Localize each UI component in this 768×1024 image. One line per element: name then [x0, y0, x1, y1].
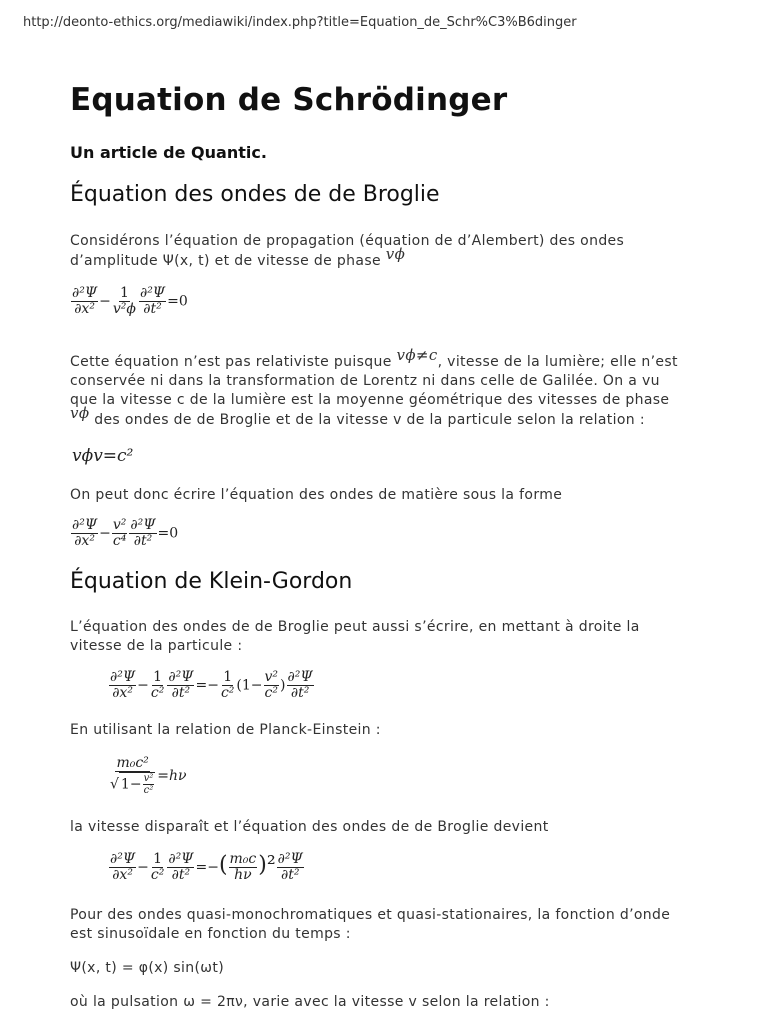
- numerator: ∂²Ψ: [72, 517, 98, 533]
- text-line: vitesse de la particule :: [70, 638, 243, 654]
- numerator: ∂²Ψ: [168, 669, 194, 685]
- paragraph-vitesse: [70, 618, 700, 656]
- paragraph-alembert: [70, 232, 700, 271]
- fraction: [150, 670, 165, 701]
- text-line: On peut donc écrire l’équation des ondes de matière sous la forme: [70, 487, 563, 503]
- operator: −: [99, 293, 111, 310]
- math-vphi: vϕ: [385, 245, 406, 263]
- text-line: L’équation des ondes de de Broglie peut aussi s’écrire, en mettant à droite la: [70, 619, 640, 635]
- denominator: ∂t²: [281, 867, 300, 883]
- text-line: Considérons l’équation de propagation (équation de d’Alembert) des ondes: [70, 233, 625, 249]
- numerator: ∂²Ψ: [72, 285, 98, 301]
- text-line: [70, 245, 700, 271]
- fraction: [229, 852, 258, 883]
- denominator: c²: [143, 785, 154, 796]
- denominator: ∂t²: [133, 533, 153, 549]
- math-vphi: vϕ: [70, 404, 90, 422]
- fraction: [112, 286, 137, 317]
- fraction: [71, 518, 98, 549]
- text-fragment: , vitesse de la lumière; elle n’est: [437, 354, 678, 370]
- denominator: c²: [220, 685, 235, 701]
- denominator: c²: [264, 685, 278, 701]
- denominator: ∂x²: [112, 685, 133, 701]
- sqrt-body: [119, 772, 155, 796]
- numerator: ∂²Ψ: [110, 851, 136, 867]
- numerator: ∂²Ψ: [277, 851, 303, 867]
- section-heading-de-broglie: Équation des ondes de de Broglie: [70, 182, 440, 207]
- operator: =−: [195, 859, 219, 876]
- fraction: [264, 670, 280, 701]
- equation-matiere: [70, 518, 178, 549]
- equals-hnu: =hν: [157, 768, 187, 784]
- denominator: ∂x²: [74, 301, 95, 317]
- operator: (1−: [236, 677, 263, 694]
- page-url: http://deonto-ethics.org/mediawiki/index.php?title=Equation_de_Schr%C3%B6dinger: [23, 15, 577, 30]
- numerator: ∂²Ψ: [130, 517, 156, 533]
- denominator: ∂x²: [74, 533, 95, 549]
- operator: −: [137, 677, 149, 694]
- numerator: ∂²Ψ: [110, 669, 136, 685]
- fraction: [143, 773, 155, 796]
- numerator: 1: [223, 669, 233, 685]
- fraction: [129, 518, 156, 549]
- fraction: [139, 286, 166, 317]
- fraction: [287, 670, 314, 701]
- fraction: [220, 670, 235, 701]
- denominator: ∂t²: [171, 867, 191, 883]
- text-line: conservée ni dans la transformation de Lorentz ni dans celle de Galilée. On a vu: [70, 373, 660, 389]
- text-line: Pour des ondes quasi-monochromatiques et quasi-stationaires, la fonction d’onde: [70, 907, 671, 923]
- paragraph-planck: [70, 721, 700, 740]
- equals-zero: =0: [157, 525, 179, 542]
- equals-zero: =0: [167, 293, 188, 310]
- paragraph-sinusoidale: [70, 906, 700, 944]
- denominator: √ 1− $\frac{\text{v²}}{\text{c²}}$: [110, 773, 154, 796]
- page-title: Equation de Schrödinger: [70, 82, 508, 118]
- operator: =−: [195, 677, 219, 694]
- equation-klein-gordon: [108, 852, 305, 883]
- numerator: ∂²Ψ: [168, 851, 194, 867]
- paragraph-matiere: [70, 486, 700, 505]
- denominator: ∂t²: [171, 685, 191, 701]
- operator: −: [137, 859, 149, 876]
- numerator: m₀c²: [116, 755, 149, 771]
- text-line: [70, 404, 700, 430]
- equation-planck-einstein: [108, 756, 187, 796]
- paragraph-pulsation: [70, 993, 700, 1012]
- text-fragment: Cette équation n’est pas relativiste puisque: [70, 354, 392, 370]
- section-heading-klein-gordon: Équation de Klein-Gordon: [70, 569, 353, 594]
- denominator: c²: [150, 685, 165, 701]
- denominator: ∂t²: [143, 301, 162, 317]
- equation-alembert: [70, 286, 188, 317]
- fraction: [109, 670, 136, 701]
- denominator: ∂t²: [290, 685, 310, 701]
- fraction: [167, 852, 194, 883]
- text-line: où la pulsation ω = 2πν, varie avec la vitesse v selon la relation :: [70, 994, 550, 1010]
- text-line: que la vitesse c de la lumière est la moyenne géométrique des vitesses de phase: [70, 392, 670, 408]
- denominator: c²: [150, 867, 165, 883]
- fraction: [109, 852, 136, 883]
- fraction: [109, 756, 156, 796]
- text-line: [70, 346, 700, 372]
- text-line: Ψ(x, t) = φ(x) sin(ωt): [70, 960, 225, 976]
- text-fragment: des ondes de de Broglie et de la vitesse v de la particule selon la relation :: [94, 412, 645, 428]
- operator: (: [218, 852, 228, 878]
- denominator: ∂x²: [112, 867, 133, 883]
- numerator: v²: [264, 669, 279, 685]
- fraction: [277, 852, 304, 883]
- numerator: 1: [119, 285, 129, 301]
- fraction: [167, 670, 194, 701]
- fraction: [71, 286, 98, 317]
- operator: ): [280, 677, 286, 694]
- numerator: m₀c: [229, 851, 257, 867]
- numerator: ∂²Ψ: [287, 669, 313, 685]
- equation-vphi-v: vϕv=c²: [72, 446, 134, 466]
- paragraph-psi-formula: [70, 959, 700, 978]
- fraction: [112, 518, 128, 549]
- numerator: 1: [153, 851, 163, 867]
- paragraph-disparait: [70, 818, 700, 837]
- operator: −: [99, 525, 111, 542]
- text-line: est sinusoïdale en fonction du temps :: [70, 926, 351, 942]
- text-line: la vitesse disparaît et l’équation des ondes de de Broglie devient: [70, 819, 549, 835]
- math-vphi-neq-c: vϕ≠c: [396, 346, 438, 364]
- numerator: 1: [153, 669, 163, 685]
- text-line: En utilisant la relation de Planck-Einstein :: [70, 722, 381, 738]
- denominator: v²ϕ: [112, 301, 136, 317]
- text-fragment: d’amplitude Ψ(x, t) et de vitesse de phase: [70, 253, 381, 269]
- numerator: v²: [112, 517, 127, 533]
- sqrt-text: 1−: [120, 776, 142, 793]
- operator: )²: [258, 852, 276, 878]
- paragraph-relativiste: [70, 346, 700, 430]
- numerator: v²: [143, 773, 154, 784]
- fraction: [150, 852, 165, 883]
- equation-vitesse-droite: [108, 670, 315, 701]
- denominator: hν: [234, 867, 252, 883]
- page-subtitle: Un article de Quantic.: [70, 143, 267, 162]
- denominator: c⁴: [112, 533, 127, 549]
- numerator: ∂²Ψ: [139, 285, 166, 301]
